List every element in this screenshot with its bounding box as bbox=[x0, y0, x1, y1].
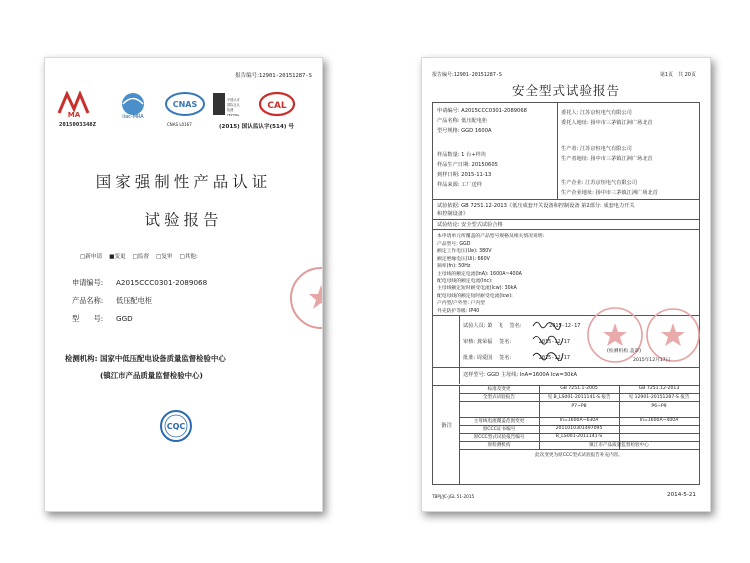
type-new: □新申请 bbox=[80, 254, 103, 260]
signature-row-reviewer: 审核: 龚荣福 签名: 2015-12-17 bbox=[463, 339, 571, 345]
cma-logo bbox=[57, 91, 97, 119]
svg-text:MA: MA bbox=[67, 111, 81, 119]
table-cell: P7~P8 bbox=[571, 404, 587, 409]
page-title: 国家强制性产品认证 bbox=[95, 173, 272, 191]
report-number: 报告编号:12901-20151287-S bbox=[235, 73, 312, 79]
cnas-code: CNAS L0167 bbox=[167, 122, 192, 127]
spec-item: 额定工作电压(Ue): 380V bbox=[437, 249, 492, 255]
testing-organization: 检测机构: 国家中低压配电设备质量监督检验中心 bbox=[65, 354, 226, 363]
table-cell: 主母线电流覆盖范围变更 bbox=[473, 419, 525, 424]
spec-item: 配电母线的额定短时耐受电流(Icw): bbox=[437, 293, 513, 299]
table-cell: In=1600A~630A bbox=[559, 418, 599, 423]
field-model: 型 号: GGD bbox=[72, 314, 133, 323]
testing-organization-alt: (镇江市产品质量监督检验中心) bbox=[100, 371, 203, 380]
spec-item: 户内型/户外型: 户内型 bbox=[437, 301, 485, 307]
remarks-label: 备注 bbox=[441, 423, 453, 429]
report-table bbox=[432, 102, 700, 485]
type-other: □其他: bbox=[179, 254, 198, 260]
svg-text:CAL: CAL bbox=[267, 101, 287, 111]
field-application-no: 申请编号: A2015CCC0301-2089068 bbox=[72, 278, 208, 287]
svg-text:中国认可: 中国认可 bbox=[227, 98, 240, 102]
factory-address: 生产企业地址: 扬中市三茅镇江洲广场北首 bbox=[561, 190, 658, 196]
svg-text:检测: 检测 bbox=[227, 108, 234, 112]
table-cell: 2011010301497095 bbox=[555, 426, 603, 431]
cma-code: 2015003348Z bbox=[59, 122, 97, 128]
svg-text:ilac-MRA: ilac-MRA bbox=[122, 114, 144, 119]
change-table bbox=[459, 385, 699, 484]
svg-text:CNAS: CNAS bbox=[172, 100, 198, 109]
accreditation-logos bbox=[57, 91, 312, 133]
sample-quantity: 样品数量: 1 台+样块 bbox=[437, 152, 487, 158]
factory: 生产企业: 江苏京恒电气有限公司 bbox=[561, 180, 638, 186]
spec-item: 主母线的额定电流(InA): 1600A~400A bbox=[437, 271, 522, 277]
spec-list bbox=[437, 241, 522, 315]
manufacturer-address: 生产者地址: 扬中市三茅镇江洲广场北首 bbox=[561, 156, 653, 162]
table-footer-note: 此次变更为原CCC型式试验报告补充内容。 bbox=[535, 453, 623, 458]
type-change: ■变更 bbox=[109, 254, 126, 260]
handwritten-signature bbox=[531, 318, 563, 330]
sample-date: 样品生产日期: 20150605 bbox=[437, 162, 498, 168]
field-product-name: 产品名称: 低压配电柜 bbox=[72, 296, 152, 305]
spec-item: 主母线额定短时耐受电流(Icw): 30kA bbox=[437, 286, 517, 292]
coverage-description: 本申请单元所覆盖的产品型号规格及相关情况说明: bbox=[437, 234, 545, 239]
safety-test-report-page bbox=[421, 57, 711, 512]
application-type-options bbox=[80, 252, 198, 260]
cnas-testing-mark bbox=[213, 93, 241, 119]
table-cell: In=1600A~400A bbox=[639, 418, 679, 423]
sample-info: 送样型号: GGD 主母线: InA=1600A Icw=30kA bbox=[463, 372, 578, 378]
svg-text:TESTING: TESTING bbox=[227, 113, 240, 117]
report-number: 报告编号:12901-20151287-S bbox=[432, 72, 502, 78]
arrival-date: 到样日期: 2015-11-13 bbox=[437, 172, 492, 178]
table-cell: 见 B_LS001-2011141-S 报告 bbox=[547, 395, 611, 400]
spec-item: 产品型号: GGD bbox=[437, 242, 471, 247]
cnas-logo bbox=[163, 91, 207, 119]
table-header: GB 7251.12-2013 bbox=[638, 386, 680, 391]
model-spec: 型号规格: GGD 1600A bbox=[437, 128, 492, 134]
client: 委托人: 江苏京恒电气有限公司 bbox=[561, 110, 632, 116]
spec-item: 配电母线的额定电流(Inc): bbox=[437, 279, 493, 285]
type-supervision: □监督 bbox=[132, 254, 150, 260]
ilac-mra-logo bbox=[113, 91, 153, 119]
handwritten-signature bbox=[531, 333, 565, 345]
form-code: TBPJ/JC-JGL 51-2015 bbox=[432, 494, 475, 499]
certificate-cover-page bbox=[44, 57, 323, 512]
table-cell: 原检测机构 bbox=[487, 443, 511, 448]
applicant-no: 申请编号: A2015CCC0301-2089068 bbox=[437, 108, 527, 114]
stamp-caption: (检测机构 盖章) bbox=[607, 349, 642, 354]
table-header: GB 7251.1-2005 bbox=[560, 386, 598, 391]
table-cell: P6~P9 bbox=[651, 404, 667, 409]
table-cell: 全型式试验报告 bbox=[482, 395, 516, 400]
test-conclusion: 试验结论: 安全型式试验合格 bbox=[437, 222, 503, 228]
svg-text:国际互认: 国际互认 bbox=[227, 103, 240, 107]
red-seal-stamp bbox=[281, 263, 323, 333]
signature-row-approver: 批准: 周爱国 签名: 2015-12-17 bbox=[463, 355, 571, 361]
spec-item: 外壳防护等级: IP40 bbox=[437, 308, 480, 314]
handwritten-signature bbox=[531, 349, 565, 361]
type-review: □复审 bbox=[156, 254, 173, 260]
cal-code: (2015) 国认监认字(514) 号 bbox=[219, 124, 294, 130]
table-cell: 原CCC证书编号 bbox=[482, 427, 516, 432]
page-indicator: 第1页 共 20页 bbox=[659, 72, 696, 78]
form-date: 2014-5-21 bbox=[667, 492, 696, 498]
sample-source: 样品来源: 工厂送样 bbox=[437, 182, 482, 188]
cqc-logo bbox=[148, 409, 204, 443]
table-cell: 见 12901-20151287-S 报告 bbox=[628, 395, 690, 400]
page-title: 安全型式试验报告 bbox=[511, 83, 620, 98]
spec-item: 额定绝缘电压(Ui): 660V bbox=[437, 256, 490, 262]
stamp-date: 2015年12月17日 bbox=[633, 358, 671, 363]
spec-item: 频率(fn): 50Hz bbox=[437, 264, 471, 270]
manufacturer: 生产者: 江苏京恒电气有限公司 bbox=[561, 146, 632, 152]
table-cell: 原CCC型式试验报告编号 bbox=[473, 435, 525, 440]
product-name: 产品名称: 低压配电柜 bbox=[437, 118, 488, 124]
table-header: 标准及变更 bbox=[487, 387, 511, 392]
client-address: 委托人地址: 扬中市三茅镇江洲广场北首 bbox=[561, 120, 653, 126]
test-standard-cont: 和控制设备》 bbox=[437, 211, 469, 217]
table-cell: B_LS001-2011141-S bbox=[555, 434, 603, 439]
page-subtitle: 试验报告 bbox=[144, 211, 223, 229]
signature-row-tester: 试验人员: 萧 飞 签名: 2015-12-17 bbox=[463, 323, 581, 329]
svg-text:CQC: CQC bbox=[166, 422, 186, 431]
test-standard: 试验依据: GB 7251.12-2013《低压成套开关设备和控制设备 第2部分: 成套电力开关 bbox=[437, 203, 635, 209]
cal-logo bbox=[257, 91, 297, 119]
table-cell: 镇江市产品质量监督检验中心 bbox=[589, 443, 649, 448]
